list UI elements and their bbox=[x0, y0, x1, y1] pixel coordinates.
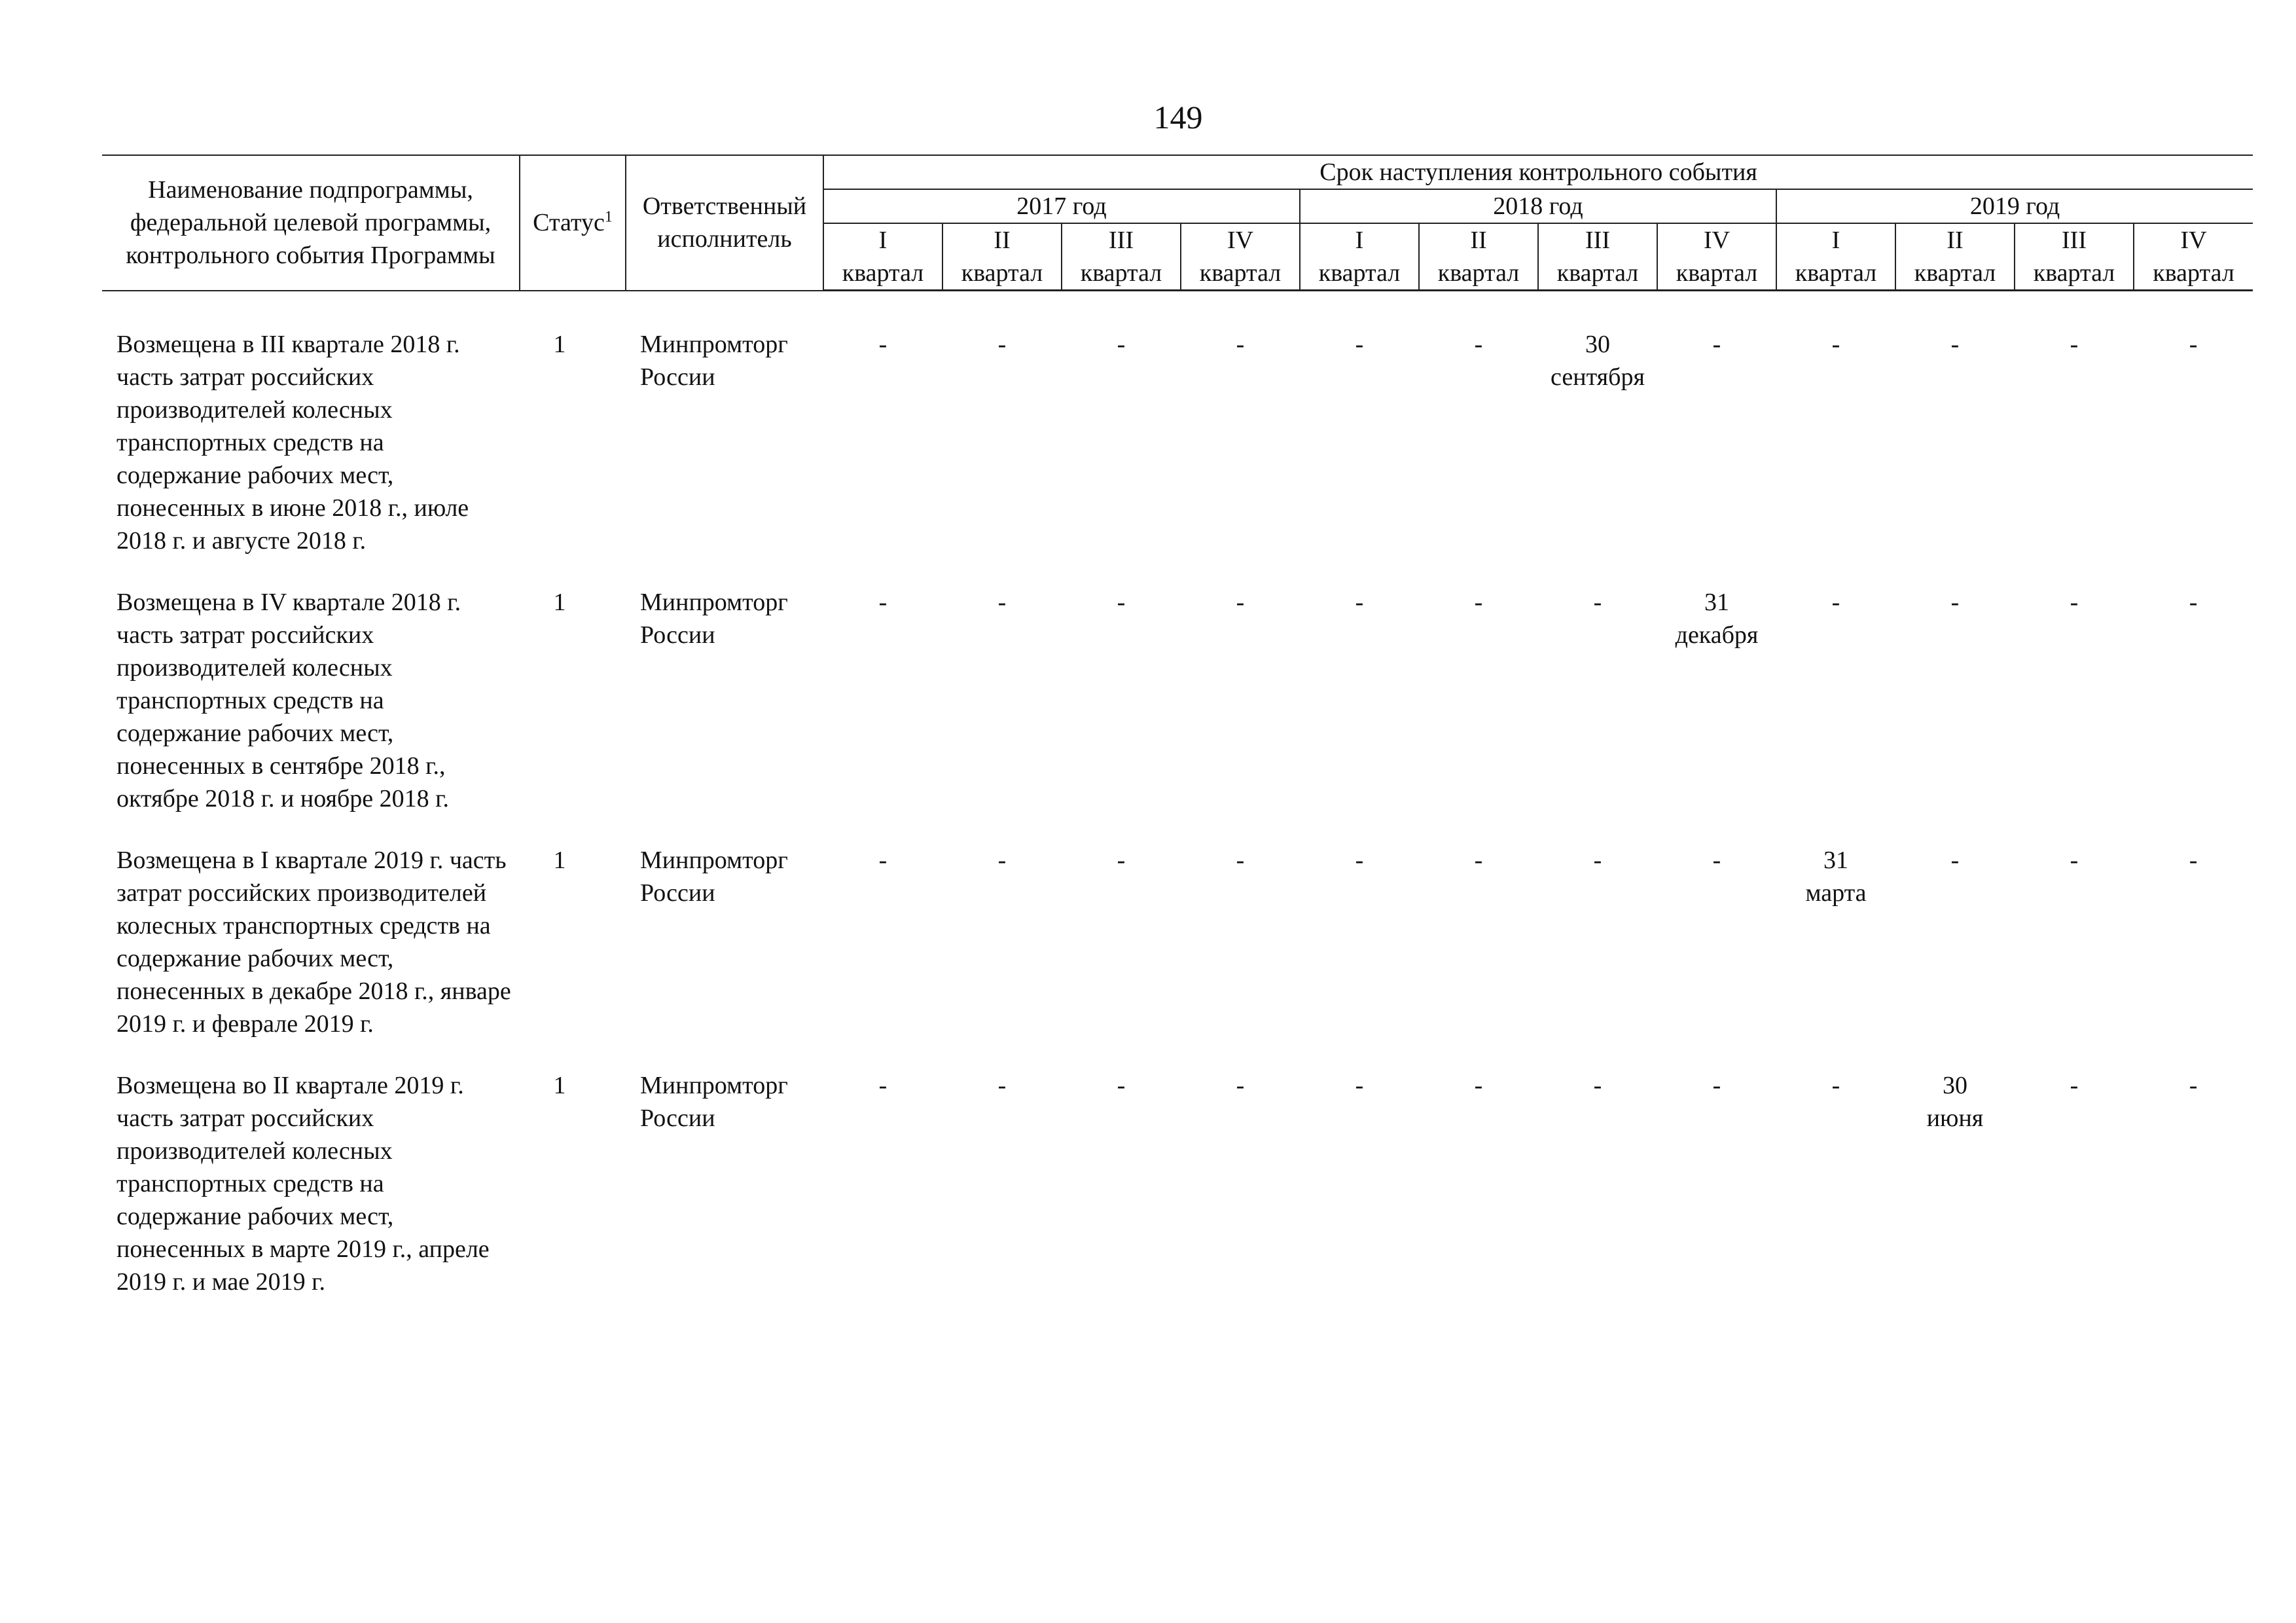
quarter-cell: - bbox=[1593, 1072, 1602, 1099]
header-executor: Ответственный исполнитель bbox=[626, 155, 823, 291]
page-number: 149 bbox=[1153, 99, 1203, 136]
table-row bbox=[102, 1069, 2253, 1327]
header-quarter-word: квартал bbox=[1318, 259, 1401, 287]
spacer bbox=[102, 291, 2253, 329]
quarter-cell: - bbox=[1474, 1072, 1483, 1099]
header-quarter-word: квартал bbox=[1676, 259, 1758, 287]
event-status: 1 bbox=[553, 1072, 566, 1099]
quarter-cell bbox=[1895, 1069, 2015, 1327]
quarter-cell: - bbox=[997, 847, 1007, 874]
quarter-cell: - bbox=[1474, 847, 1483, 874]
header-status-label: Статус bbox=[533, 209, 605, 237]
header-quarter-numeral: IV bbox=[2180, 227, 2207, 254]
event-status: 1 bbox=[553, 331, 566, 358]
quarter-cell: - bbox=[878, 331, 888, 358]
header-quarter-numeral: I bbox=[878, 227, 888, 254]
header-quarter-word: квартал bbox=[1437, 259, 1520, 287]
header-quarter bbox=[1657, 223, 1776, 291]
quarter-cell: - bbox=[1950, 847, 1960, 874]
quarter-cell: - bbox=[1355, 331, 1364, 358]
date-part: декабря bbox=[1675, 621, 1759, 649]
header-quarter bbox=[1776, 223, 1895, 291]
event-executor: Минпромторг России bbox=[640, 847, 788, 907]
date-part: 30 bbox=[1943, 1072, 1967, 1099]
header-year: 2018 год bbox=[1300, 189, 1776, 223]
quarter-cell: - bbox=[1712, 847, 1721, 874]
quarter-cell: - bbox=[1355, 589, 1364, 616]
quarter-cell: - bbox=[1117, 589, 1126, 616]
quarter-cell: - bbox=[1355, 1072, 1364, 1099]
quarter-cell: - bbox=[1831, 1072, 1840, 1099]
quarter-cell: - bbox=[997, 331, 1007, 358]
quarter-cell: - bbox=[2070, 331, 2079, 358]
quarter-cell: - bbox=[2189, 331, 2198, 358]
quarter-cell: - bbox=[1236, 331, 1245, 358]
quarter-cell: - bbox=[1236, 847, 1245, 874]
quarter-cell: - bbox=[1831, 589, 1840, 616]
quarter-cell: - bbox=[2189, 1072, 2198, 1099]
date-part: 30 bbox=[1585, 331, 1610, 358]
quarter-cell: - bbox=[2070, 1072, 2079, 1099]
quarter-cell: - bbox=[1474, 589, 1483, 616]
quarter-cell: - bbox=[1117, 1072, 1126, 1099]
quarter-cell: - bbox=[1474, 331, 1483, 358]
date-part: 31 bbox=[1704, 589, 1729, 616]
quarter-cell: - bbox=[1593, 589, 1602, 616]
header-quarter-numeral: II bbox=[994, 227, 1011, 254]
header-quarter-numeral: III bbox=[2062, 227, 2087, 254]
header-quarter-numeral: I bbox=[1355, 227, 1364, 254]
header-status bbox=[520, 155, 626, 291]
quarter-cell: - bbox=[1712, 331, 1721, 358]
header-name: Наименование подпрограммы, федеральной целевой программы, контрольного события Программы bbox=[102, 155, 520, 291]
header-quarter bbox=[942, 223, 1062, 291]
quarter-cell: - bbox=[1236, 1072, 1245, 1099]
quarter-cell bbox=[1776, 844, 1895, 1069]
quarter-cell: - bbox=[1236, 589, 1245, 616]
date-part: сентября bbox=[1551, 363, 1645, 391]
event-status: 1 bbox=[553, 847, 566, 874]
header-quarter bbox=[1062, 223, 1181, 291]
header-quarter-word: квартал bbox=[842, 259, 924, 287]
quarter-cell: - bbox=[997, 1072, 1007, 1099]
quarter-cell: - bbox=[2070, 589, 2079, 616]
quarter-cell bbox=[1657, 586, 1776, 844]
date-part: марта bbox=[1805, 879, 1867, 907]
header-quarter bbox=[1538, 223, 1657, 291]
header-quarter-numeral: II bbox=[1470, 227, 1487, 254]
header-quarter-word: квартал bbox=[1199, 259, 1282, 287]
table-body bbox=[102, 291, 2253, 1328]
date-part: июня bbox=[1926, 1104, 1984, 1132]
header-quarter-word: квартал bbox=[2153, 259, 2234, 287]
event-name: Возмещена в I квартале 2019 г. часть затрат российских производителей колесных транспортных средств на содержание рабочих мест, понесенных в декабре 2018 г., январе 2019 г. и феврале 2019 г. bbox=[117, 847, 511, 1038]
header-quarter-numeral: IV bbox=[1703, 227, 1731, 254]
header-quarter bbox=[1300, 223, 1419, 291]
event-status: 1 bbox=[553, 589, 566, 616]
header-status-footnote: 1 bbox=[604, 208, 613, 226]
header-year: 2017 год bbox=[823, 189, 1300, 223]
header-quarter bbox=[1895, 223, 2015, 291]
event-name: Возмещена в III квартале 2018 г. часть затрат российских производителей колесных транспортных средств на содержание рабочих мест, понесенных в июне 2018 г., июле 2018 г. и августе 2018 г. bbox=[117, 331, 469, 555]
event-executor: Минпромторг России bbox=[640, 1072, 788, 1132]
header-quarter bbox=[2134, 223, 2253, 291]
quarter-cell bbox=[1538, 328, 1657, 586]
header-quarter-numeral: I bbox=[1831, 227, 1840, 254]
header-quarter bbox=[2015, 223, 2134, 291]
quarter-cell: - bbox=[997, 589, 1007, 616]
event-name: Возмещена в IV квартале 2018 г. часть затрат российских производителей колесных транспортных средств на содержание рабочих мест, понесенных в сентябре 2018 г., октябре 2018 г. и ноябре 2018 г. bbox=[117, 589, 461, 812]
table-header bbox=[102, 155, 2253, 291]
quarter-cell: - bbox=[1117, 847, 1126, 874]
event-name: Возмещена во II квартале 2019 г. часть затрат российских производителей колесных транспортных средств на содержание рабочих мест, понесенных в марте 2019 г., апреле 2019 г. и мае 2019 г. bbox=[117, 1072, 490, 1296]
header-quarter-numeral: II bbox=[1946, 227, 1964, 254]
header-quarter bbox=[1419, 223, 1538, 291]
quarter-cell: - bbox=[2189, 847, 2198, 874]
date-part: 31 bbox=[1823, 847, 1848, 874]
header-deadline-group: Срок наступления контрольного события bbox=[823, 155, 2253, 189]
header-quarter-word: квартал bbox=[1914, 259, 1996, 287]
control-events-table bbox=[102, 155, 2253, 1327]
quarter-cell: - bbox=[878, 589, 888, 616]
table-row bbox=[102, 844, 2253, 1069]
header-quarter-word: квартал bbox=[961, 259, 1043, 287]
header-quarter-word: квартал bbox=[2033, 259, 2115, 287]
quarter-cell: - bbox=[1355, 847, 1364, 874]
quarter-cell: - bbox=[1831, 331, 1840, 358]
quarter-cell: - bbox=[2070, 847, 2079, 874]
quarter-cell: - bbox=[1950, 589, 1960, 616]
event-executor: Минпромторг России bbox=[640, 589, 788, 649]
quarter-cell: - bbox=[878, 847, 888, 874]
quarter-cell: - bbox=[878, 1072, 888, 1099]
quarter-cell: - bbox=[1712, 1072, 1721, 1099]
header-quarter-numeral: III bbox=[1585, 227, 1610, 254]
event-executor: Минпромторг России bbox=[640, 331, 788, 391]
header-quarter-numeral: III bbox=[1109, 227, 1134, 254]
quarter-cell: - bbox=[2189, 589, 2198, 616]
header-quarter-numeral: IV bbox=[1227, 227, 1254, 254]
quarter-cell: - bbox=[1950, 331, 1960, 358]
header-quarter-word: квартал bbox=[1795, 259, 1877, 287]
header-quarter bbox=[823, 223, 942, 291]
header-quarter bbox=[1181, 223, 1300, 291]
header-quarter-word: квартал bbox=[1556, 259, 1639, 287]
table-row bbox=[102, 328, 2253, 586]
header-quarter-word: квартал bbox=[1080, 259, 1162, 287]
quarter-cell: - bbox=[1117, 331, 1126, 358]
quarter-cell: - bbox=[1593, 847, 1602, 874]
table-row bbox=[102, 586, 2253, 844]
header-year: 2019 год bbox=[1776, 189, 2253, 223]
